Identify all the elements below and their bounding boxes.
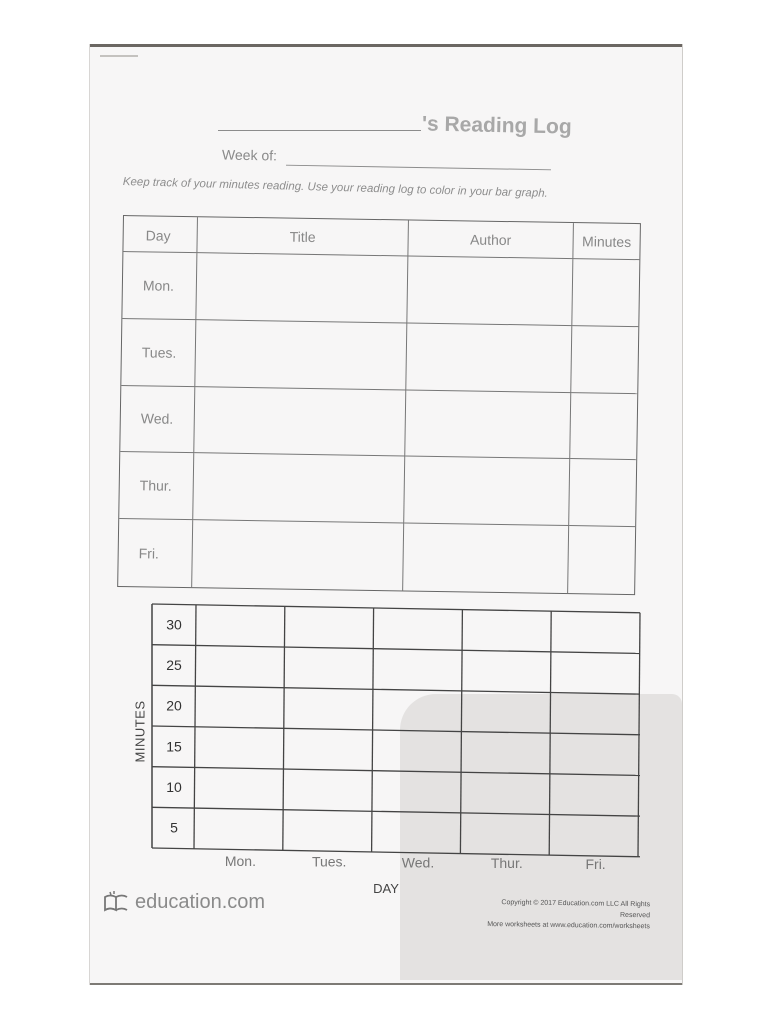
copyright-notice <box>470 897 650 933</box>
x-tick-label: Thur. <box>490 855 523 872</box>
copyright-line: Copyright © 2017 Education.com LLC All Rights Reserved <box>501 899 651 920</box>
y-tick-label: 5 <box>170 819 178 836</box>
x-axis-label: DAY <box>373 881 399 896</box>
more-worksheets-line: More worksheets at www.education.com/worksheets <box>487 920 650 931</box>
x-tick-label: Fri. <box>585 855 606 872</box>
grid-row-line <box>152 807 640 816</box>
column-header-minutes: Minutes <box>573 223 640 260</box>
column-header-title: Title <box>197 217 409 256</box>
x-tick-label: Tues. <box>311 853 347 870</box>
grid-row-line <box>152 726 640 735</box>
grid-row-line <box>152 604 640 613</box>
x-tick-label: Mon. <box>224 852 256 869</box>
y-tick-label: 15 <box>166 738 182 755</box>
grid-row-line <box>152 645 640 654</box>
x-tick-label: Wed. <box>401 854 435 871</box>
bar-graph-grid <box>152 604 640 857</box>
y-tick-label: 25 <box>166 657 182 673</box>
column-header-day: Day <box>123 216 198 253</box>
grid-row-line <box>152 685 640 694</box>
row-label-mon: Mon. <box>122 252 197 320</box>
column-header-author: Author <box>408 220 574 259</box>
row-label-thur: Thur. <box>119 452 194 520</box>
grid-row-line <box>152 767 640 776</box>
instructions-text: Keep track of your minutes reading. Use your reading log to color in your bar graph. <box>122 176 548 200</box>
y-tick-label: 30 <box>166 616 182 633</box>
y-axis-label: MINUTES <box>132 700 148 763</box>
row-label-tues: Tues. <box>121 319 196 387</box>
row-label-wed: Wed. <box>120 386 195 454</box>
logo-text: education.com <box>135 890 266 913</box>
y-tick-label: 10 <box>166 779 182 795</box>
education-logo <box>102 890 265 914</box>
page-title: 's Reading Log <box>421 112 572 139</box>
book-logo-icon <box>102 890 132 914</box>
week-of-label: Week of: <box>221 146 278 164</box>
y-tick-label: 20 <box>166 697 182 714</box>
row-label-fri: Fri. <box>118 519 193 587</box>
